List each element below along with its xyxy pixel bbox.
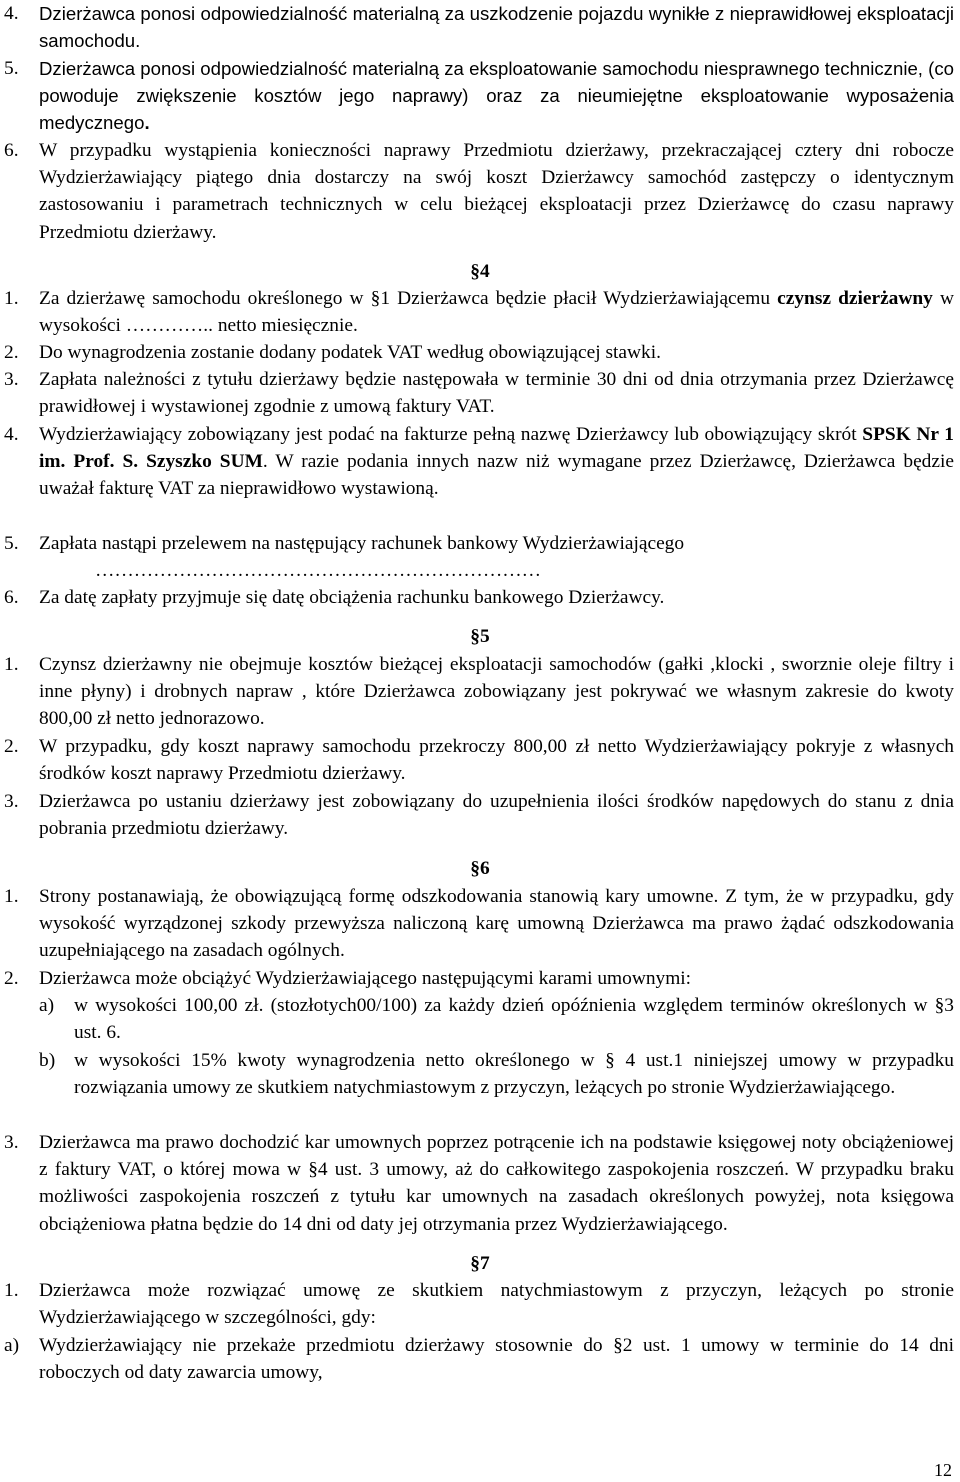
section-heading-6: [0, 855, 960, 882]
subclause-text: Wydzierżawiający nie przekaże przedmiotu dzierżawy stosownie do §2 ust. 1 umowy w terminie do 14 dni roboczych od daty zawarcia umowy,: [39, 1335, 954, 1384]
clause-text: [39, 530, 954, 584]
clause-text: Za datę zapłaty przyjmuje się datę obciążenia rachunku bankowego Dzierżawcy.: [39, 587, 665, 608]
clause-text-part: Wydzierżawiający zobowiązany jest podać na fakturze pełną nazwę Dzierżawcy lub obowiązujący skrót: [39, 424, 863, 445]
clause-item: [4, 733, 954, 787]
clause-number: 3.: [4, 1132, 19, 1153]
clause-text: Dzierżawca może obciążyć Wydzierżawiającego następującymi karami umownymi:: [39, 968, 692, 989]
section-heading-5: [0, 623, 960, 650]
clause-number: 3.: [4, 369, 19, 390]
clause-text-part: 1 Dzierżawca będzie płacił Wydzierżawiającemu: [380, 288, 778, 309]
clause-text: Dzierżawca ma prawo dochodzić kar umownych poprzez potrącenie ich na podstawie księgowej noty obciążeniowej z faktury VAT, o której mowa w §4 ust. 3 umowy, aż do całkowitego zaspokojenia roszczeń. W przypadku braku możliwości zaspokojenia roszczeń z tytułu kar umownych na zasadach określonych powyżej, nota księgowa obciążeniowa płatna będzie do 14 dni od daty jej otrzymania przez Wydzierżawiającego.: [39, 1132, 954, 1235]
paragraph-sign: §: [470, 626, 480, 647]
clause-number: 2.: [4, 736, 19, 757]
clause-item: [4, 366, 954, 420]
clause-text: [39, 421, 954, 503]
clause-text-bold: czynsz dzierżawny: [777, 288, 933, 309]
clause-text: W przypadku, gdy koszt naprawy samochodu przekroczy 800,00 zł netto Wydzierżawiający pokryje z własnych środków koszt naprawy Przedmiotu dzierżawy.: [39, 736, 954, 785]
clause-number: 6.: [4, 140, 19, 161]
clause-item: [4, 584, 954, 611]
clause-text: [39, 285, 954, 339]
clause-item: [4, 1277, 954, 1331]
clause-text: W przypadku wystąpienia konieczności naprawy Przedmiotu dzierżawy, przekraczającej cztery dni robocze Wydzierżawiający piątego dnia dostarczy na swój koszt Dzierżawcy samochód zastępczy o identycznym zastosowaniu i parametrach technicznych w celu bieżącej eksploatacji przez Dzierżawcę do czasu naprawy Przedmiotu dzierżawy.: [39, 140, 954, 243]
clause-item: [4, 530, 954, 584]
clause-item: [4, 788, 954, 842]
clause-text: Czynsz dzierżawny nie obejmuje kosztów bieżącej eksploatacji samochodów (gałki ,klocki , sworznie oleje filtry i inne płyny) i drobnych napraw , które Dzierżawca zobowiązany jest pokrywać we własnym zakresie do kwoty 800,00 zł netto jednorazowo.: [39, 654, 954, 730]
section-heading-number: 7: [480, 1253, 490, 1274]
clause-item: [4, 55, 954, 137]
clause-item: [4, 883, 954, 965]
subclause-letter: b): [39, 1050, 56, 1071]
clause-number: 1.: [4, 886, 19, 907]
clause-text: Do wynagrodzenia zostanie dodany podatek VAT według obowiązującej stawki.: [39, 342, 661, 363]
clause-text-bold: SPSK Nr 1 im. Prof. S. Szyszko SUM: [39, 424, 954, 473]
clause-subitem: [4, 992, 954, 1046]
page-number: 12: [934, 1460, 952, 1480]
clause-number: 1.: [4, 654, 19, 675]
clause-text-body: Dzierżawca ponosi odpowiedzialność materialną za eksploatowanie samochodu niesprawnego technicznie, (co powoduje zwiększenie kosztów jego naprawy) oraz za nieumiejętne eksploatowanie wyposażenia medycznego: [39, 58, 954, 134]
clause-text-part: . W razie podania innych nazw niż wymagane przez Dzierżawcę, Dzierżawca będzie uważał fakturę VAT za nieprawidłowo wystawioną.: [39, 451, 954, 500]
clause-number: 2.: [4, 968, 19, 989]
subclause-letter: a): [39, 995, 55, 1016]
clause-item: [4, 651, 954, 733]
clause-text: Dzierżawca po ustaniu dzierżawy jest zobowiązany do uzupełnienia ilości środków napędowych do stanu z dnia pobrania przedmiotu dzierżawy.: [39, 791, 954, 840]
clause-text: Strony postanawiają, że obowiązującą formę odszkodowania stanowią kary umowne. Z tym, że w przypadku, gdy wysokość wyrządzonej szkody przewyższa naliczoną karę umowną Dzierżawca ma prawo żądać odszkodowania uzupełniającego na zasadach ogólnych.: [39, 886, 954, 962]
paragraph-sign: §: [470, 261, 480, 282]
clause-item: [4, 965, 954, 992]
clause-text-body: Zapłata nastąpi przelewem na następujący rachunek bankowy Wydzierżawiającego: [39, 533, 685, 554]
clause-text: Zapłata należności z tytułu dzierżawy będzie następowała w terminie 30 dni od dnia otrzymania przez Dzierżawcę prawidłowej i wystawionej zgodnie z umową faktury VAT.: [39, 369, 954, 418]
clause-subitem: [4, 1047, 954, 1101]
clause-item: [4, 1129, 954, 1238]
section-heading-number: 5: [480, 626, 490, 647]
clause-number: 4.: [4, 424, 19, 445]
section-heading-number: 4: [480, 261, 490, 282]
section-heading-number: 6: [480, 858, 490, 879]
clause-number: 5.: [4, 58, 19, 79]
section-heading-7: [0, 1250, 960, 1277]
subclause-letter: a): [4, 1335, 20, 1356]
clause-number: 1.: [4, 288, 19, 309]
clause-text: Dzierżawca ponosi odpowiedzialność materialną za uszkodzenie pojazdu wynikłe z nieprawidłowej eksploatacji samochodu.: [39, 3, 954, 52]
clause-item: [4, 0, 954, 54]
clause-item: [4, 137, 954, 246]
clause-number: 3.: [4, 791, 19, 812]
clause-text-end: .: [144, 112, 150, 134]
clause-text-part: Za dzierżawę samochodu określonego w: [39, 288, 371, 309]
subclause-text: w wysokości 15% kwoty wynagrodzenia netto określonego w § 4 ust.1 niniejszej umowy w przypadku rozwiązania umowy ze skutkiem natychmiastowym z przyczyn, leżących po stronie Wydzierżawiającego.: [74, 1050, 954, 1099]
clause-item: [4, 339, 954, 366]
paragraph-sign: §: [470, 858, 480, 879]
account-number-placeholder: ……………………………………………………………: [95, 560, 541, 582]
subclause-text: w wysokości 100,00 zł. (stozłotych00/100) za każdy dzień opóźnienia względem terminów określonych w §3 ust. 6.: [74, 995, 954, 1044]
clause-number: 4.: [4, 3, 19, 24]
paragraph-sign: §: [370, 288, 381, 309]
clause-text-part: w wysokości ………….. netto miesięcznie.: [39, 288, 954, 337]
clause-item: [4, 285, 954, 339]
section-heading-4: [0, 258, 960, 285]
clause-number: 5.: [4, 533, 19, 554]
clause-number: 1.: [4, 1280, 19, 1301]
clause-item: [4, 421, 954, 503]
clause-text: [39, 55, 954, 137]
clause-item: [4, 1332, 954, 1386]
paragraph-sign: §: [470, 1253, 480, 1274]
clause-text: Dzierżawca może rozwiązać umowę ze skutkiem natychmiastowym z przyczyn, leżących po stronie Wydzierżawiającego w szczególności, gdy:: [39, 1280, 954, 1329]
clause-number: 2.: [4, 342, 19, 363]
clause-number: 6.: [4, 587, 19, 608]
